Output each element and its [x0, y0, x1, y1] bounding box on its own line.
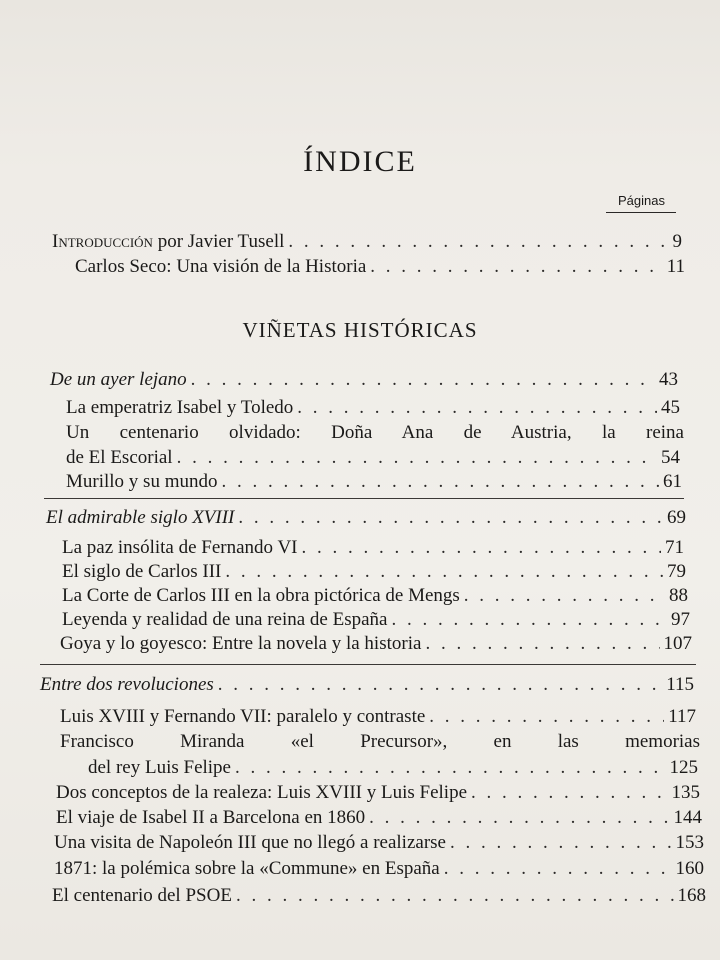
toc-entry-label: Dos conceptos de la realeza: Luis XVIII y Luis Felipe [56, 782, 468, 803]
toc-entry [88, 756, 698, 780]
toc-entry-label: Goya y lo goyesco: Entre la novela y la historia [60, 633, 422, 654]
leader-dots [288, 230, 668, 254]
leader-dots [191, 368, 655, 392]
toc-part-title: El admirable siglo XVIII [46, 507, 235, 528]
toc-entry-label: 1871: la polémica sobre la «Commune» en España [54, 858, 440, 879]
toc-entry-label: Luis XVIII y Fernando VII: paralelo y contraste [60, 706, 426, 727]
leader-dots [177, 446, 657, 470]
toc-entry [66, 396, 680, 420]
toc-part-page: 43 [659, 369, 678, 390]
toc-part-heading [50, 368, 678, 392]
toc-part-title: De un ayer lejano [50, 369, 187, 390]
section-title: VIÑETAS HISTÓRICAS [242, 318, 478, 342]
leader-dots [444, 857, 672, 881]
toc-entry-page: 61 [663, 471, 682, 492]
toc-entry [52, 884, 706, 908]
toc-entry-label-line1: Francisco Miranda «el Precursor», en las memorias [60, 731, 700, 752]
toc-part-page: 69 [667, 507, 686, 528]
toc-entry-label: El centenario del PSOE [52, 885, 232, 906]
toc-entry [60, 705, 696, 729]
toc-entry [62, 560, 686, 584]
toc-entry [56, 781, 700, 805]
divider [40, 664, 696, 665]
toc-entry-page: 88 [669, 585, 688, 606]
toc-entry-page: 54 [661, 447, 680, 468]
toc-entry-label: Introducción por Javier Tusell [52, 231, 285, 252]
toc-entry-page: 71 [665, 537, 684, 558]
leader-dots [391, 608, 667, 632]
toc-entry-page: 153 [675, 832, 704, 853]
toc-entry-label: Una visita de Napoleón III que no llegó a realizarse [54, 832, 446, 853]
toc-entry-page: 107 [663, 633, 692, 654]
leader-dots [235, 756, 666, 780]
toc-entry-introduccion [52, 230, 682, 254]
toc-entry-page: 160 [675, 858, 704, 879]
toc-part-heading [46, 506, 686, 530]
toc-entry-label: El siglo de Carlos III [62, 561, 222, 582]
toc-entry-page: 79 [667, 561, 686, 582]
toc-entry-label: de El Escorial [66, 447, 173, 468]
toc-entry-label: Murillo y su mundo [66, 471, 218, 492]
leader-dots [425, 632, 659, 656]
leader-dots [302, 536, 662, 560]
toc-entry-label: La paz insólita de Fernando VI [62, 537, 298, 558]
leader-dots [221, 470, 659, 494]
toc-entry [66, 446, 680, 470]
page-title: ÍNDICE [303, 145, 417, 178]
toc-entry-page: 11 [666, 256, 685, 277]
toc-entry [62, 608, 690, 632]
toc-entry-page: 144 [673, 807, 702, 828]
toc-entry-page: 117 [668, 706, 696, 727]
leader-dots [238, 506, 663, 530]
leader-dots [236, 884, 674, 908]
toc-entry-label: La Corte de Carlos III en la obra pictórica de Mengs [62, 585, 460, 606]
toc-entry [66, 470, 682, 494]
toc-entry-label: Carlos Seco: Una visión de la Historia [75, 256, 367, 277]
divider [44, 498, 684, 499]
toc-part-heading [40, 673, 694, 697]
toc-entry-page: 125 [669, 757, 698, 778]
toc-entry-page: 135 [671, 782, 700, 803]
paginas-column-header: Páginas [618, 193, 665, 208]
toc-entry-carlos-seco [75, 255, 685, 279]
toc-entry-page: 97 [671, 609, 690, 630]
leader-dots [369, 806, 669, 830]
leader-dots [297, 396, 657, 420]
leader-dots [450, 831, 672, 855]
leader-dots [471, 781, 667, 805]
toc-entry-page: 168 [677, 885, 706, 906]
toc-entry-page: 9 [672, 231, 682, 252]
toc-part-title: Entre dos revoluciones [40, 674, 214, 695]
toc-entry [54, 857, 704, 881]
toc-entry-label-line1: Un centenario olvidado: Doña Ana de Austria, la reina [66, 422, 684, 443]
toc-entry-label: del rey Luis Felipe [88, 757, 231, 778]
toc-entry-label: La emperatriz Isabel y Toledo [66, 397, 294, 418]
toc-entry [62, 584, 688, 608]
leader-dots [370, 255, 662, 279]
toc-entry [54, 831, 704, 855]
toc-entry-label: El viaje de Isabel II a Barcelona en 1860 [56, 807, 366, 828]
leader-dots [225, 560, 663, 584]
toc-entry-label: Leyenda y realidad de una reina de España [62, 609, 388, 630]
leader-dots [464, 584, 665, 608]
toc-entry [60, 632, 692, 656]
paginas-underline [606, 212, 676, 213]
toc-entry-page: 45 [661, 397, 680, 418]
toc-entry [62, 536, 684, 560]
leader-dots [429, 705, 664, 729]
leader-dots [218, 673, 662, 697]
toc-entry [56, 806, 702, 830]
toc-part-page: 115 [666, 674, 694, 695]
